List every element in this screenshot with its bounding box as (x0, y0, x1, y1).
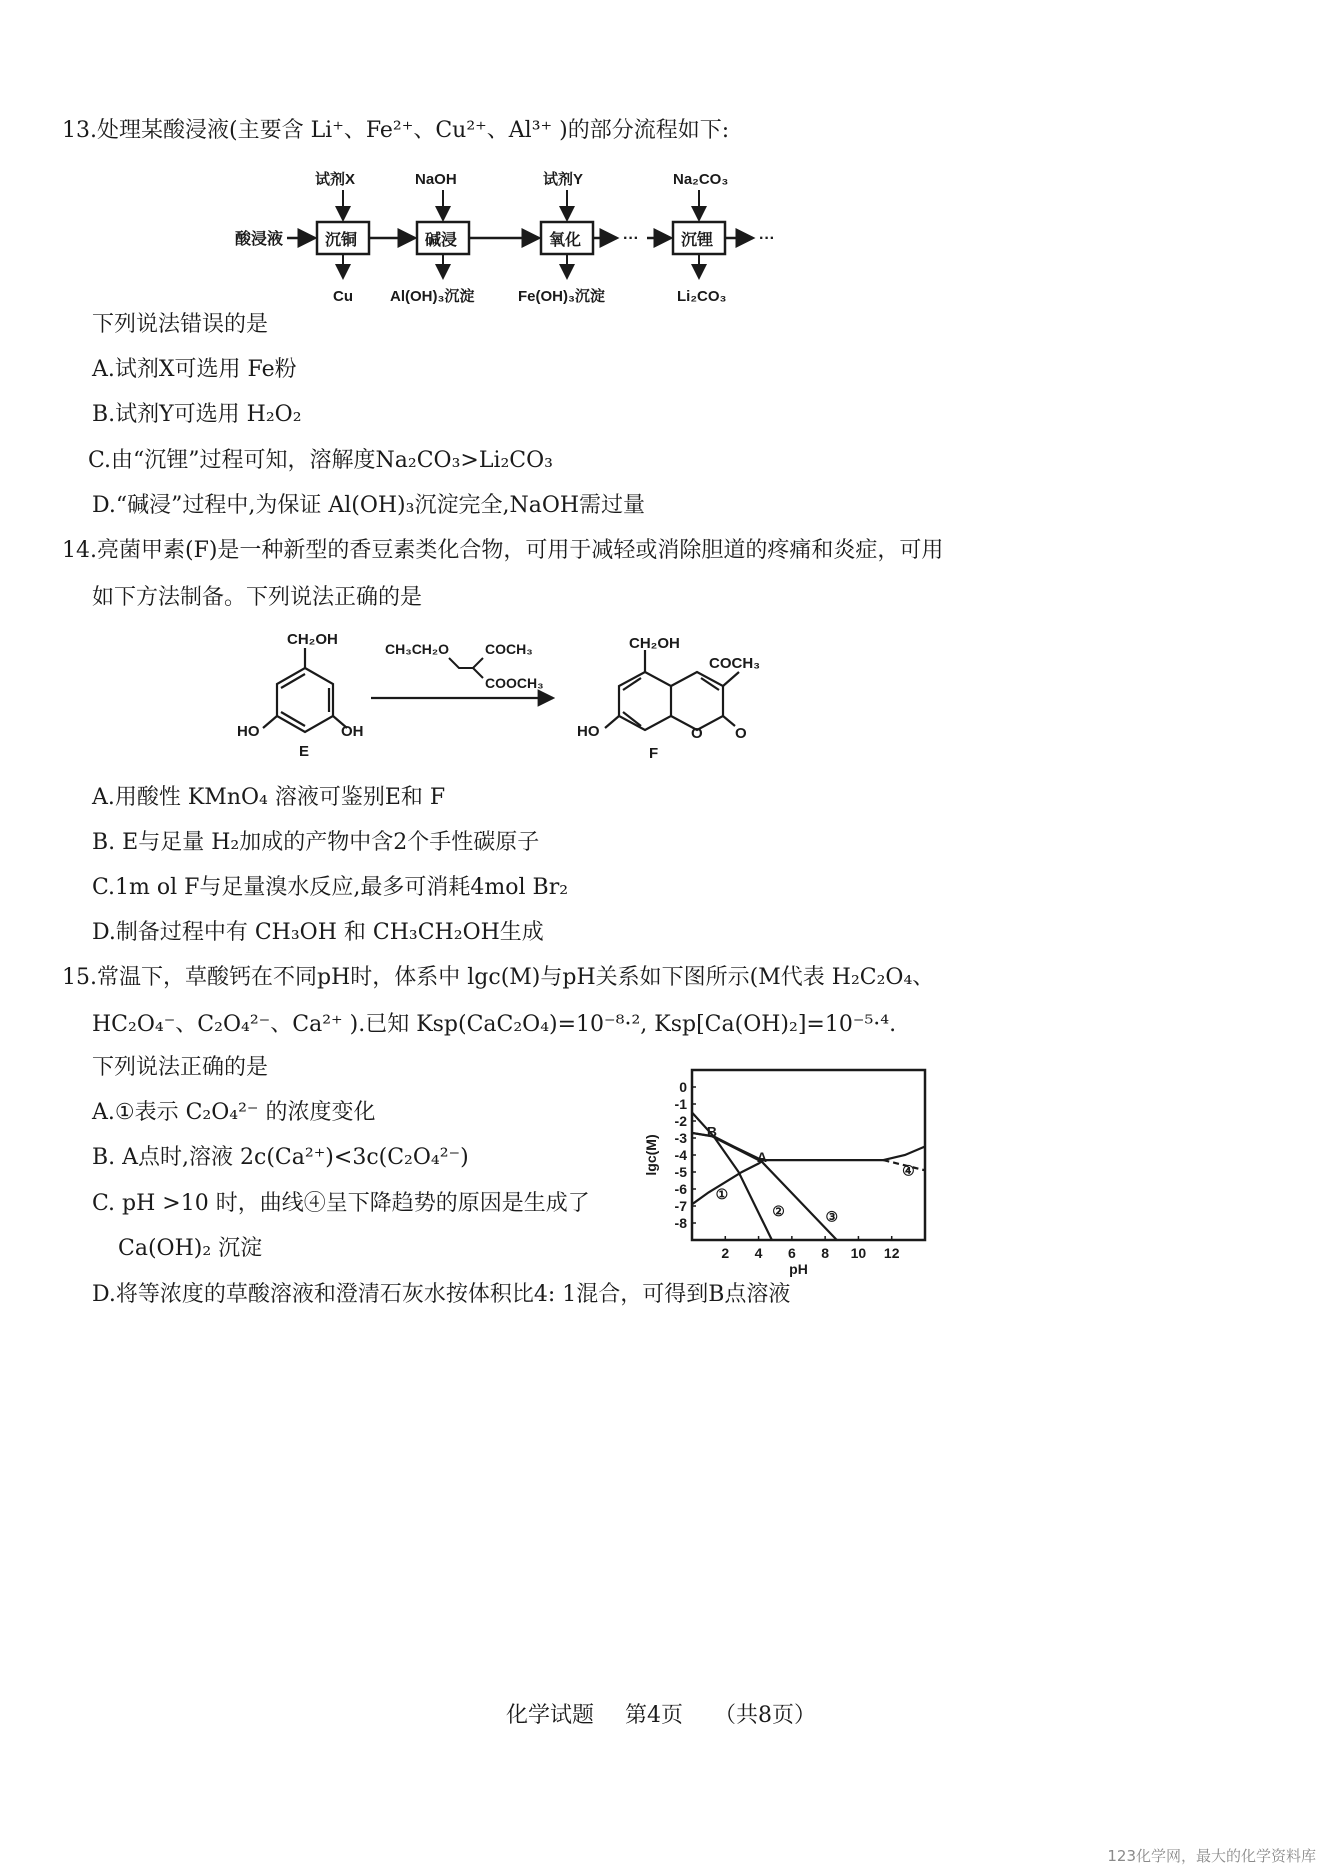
y-tick-label: -7 (674, 1198, 687, 1214)
flow-step-1 (315, 170, 369, 305)
f-coch3: COCH₃ (709, 655, 761, 672)
molecule-e (263, 648, 347, 732)
x-tick-label: 10 (850, 1245, 867, 1261)
reagent-top: COCH₃ (485, 641, 533, 657)
q15-option-a: A.①表示 C₂O₄²⁻ 的浓度变化 (92, 1100, 376, 1125)
page-footer (0, 1698, 1322, 1729)
flow-step-label: 碱浸 (425, 232, 458, 249)
q15-lgc-ph-chart (640, 1060, 940, 1280)
q13-stem: 13.处理某酸浸液(主要含 Li⁺、Fe²⁺、Cu²⁺、Al³⁺ )的部分流程如下: (62, 118, 730, 143)
y-tick-label: -5 (674, 1164, 687, 1180)
y-axis-label: lgc(M) (643, 1134, 659, 1176)
flow-reagent: Na₂CO₃ (673, 171, 729, 188)
flow-ellipsis: ··· (759, 230, 775, 247)
flow-ellipsis: ··· (623, 230, 639, 247)
q15-option-c-cont: Ca(OH)₂ 沉淀 (118, 1236, 263, 1261)
flow-step-label: 沉锂 (681, 232, 714, 249)
chart-annotation: B (706, 1123, 718, 1140)
q15-option-c: C. pH >10 时，曲线④呈下降趋势的原因是生成了 (92, 1191, 590, 1216)
y-tick-label: -6 (674, 1181, 687, 1197)
f-ho: HO (577, 723, 600, 740)
q13-prompt: 下列说法错误的是 (92, 312, 269, 337)
y-tick-label: -3 (674, 1130, 687, 1146)
flow-reagent: 试剂X (315, 171, 356, 188)
y-tick-label: 0 (679, 1079, 687, 1095)
chart-annotation: ② (772, 1203, 785, 1220)
q13-option-c: C.由“沉锂”过程可知，溶解度Na₂CO₃>Li₂CO₃ (88, 448, 553, 473)
reagent-bottom: COOCH₃ (485, 675, 544, 691)
f-label: F (649, 745, 659, 762)
flow-product: Al(OH)₃沉淀 (390, 288, 475, 305)
q15-option-b: B. A点时,溶液 2c(Ca²⁺)<3c(C₂O₄²⁻) (92, 1145, 469, 1170)
flow-input-label: 酸浸液 (235, 231, 284, 248)
q14-reaction-scheme (235, 628, 795, 768)
q15-stem-line1: 15.常温下，草酸钙在不同pH时，体系中 lgc(M)与pH关系如下图所示(M代表 H₂C₂O₄、 (62, 965, 935, 990)
chart-annotation: ③ (825, 1208, 839, 1225)
flow-product: Cu (333, 288, 353, 305)
flow-reagent: 试剂Y (543, 171, 584, 188)
q14-option-d: D.制备过程中有 CH₃OH 和 CH₃CH₂OH生成 (92, 920, 544, 945)
x-tick-label: 12 (883, 1245, 900, 1261)
footer-subject: 化学试题 (505, 1703, 594, 1728)
q15-stem-line2: HC₂O₄⁻、C₂O₄²⁻、Ca²⁺ ).已知 Ksp(CaC₂O₄)=10⁻⁸·², Ksp[Ca(OH)₂]=10⁻⁵·⁴. (92, 1012, 897, 1037)
chart-annotation: ① (715, 1186, 729, 1203)
q15-option-d: D.将等浓度的草酸溶液和澄清石灰水按体积比4: 1混合，可得到B点溶液 (92, 1282, 791, 1307)
y-tick-label: -8 (674, 1215, 687, 1231)
q14-stem-line1: 14.亮菌甲素(F)是一种新型的香豆素类化合物，可用于减轻或消除胆道的疼痛和炎症，可用 (62, 538, 944, 563)
reagent-bonds (449, 658, 483, 678)
flow-step-4 (673, 171, 728, 305)
q13-option-b: B.试剂Y可选用 H₂O₂ (92, 402, 302, 427)
f-ch2oh: CH₂OH (629, 635, 680, 652)
series-line (692, 1113, 772, 1241)
x-tick-label: 8 (821, 1245, 830, 1261)
y-tick-label: -4 (674, 1147, 687, 1163)
q14-stem-line2: 如下方法制备。下列说法正确的是 (92, 585, 423, 610)
flow-step-label: 沉铜 (325, 232, 358, 249)
chart-annotation: ④ (902, 1162, 915, 1179)
flow-step-label: 氧化 (549, 232, 582, 249)
q14-option-b: B. E与足量 H₂加成的产物中含2个手性碳原子 (92, 830, 540, 855)
f-ring-o: O (691, 725, 703, 742)
footer-page: 第4页 (625, 1703, 683, 1728)
e-oh: OH (341, 723, 364, 740)
e-ch2oh: CH₂OH (287, 631, 338, 648)
x-tick-label: 2 (721, 1245, 730, 1261)
q13-flow-diagram (225, 168, 825, 308)
flow-reagent: NaOH (415, 171, 457, 188)
q13-option-d: D.“碱浸”过程中,为保证 Al(OH)₃沉淀完全,NaOH需过量 (92, 493, 646, 518)
x-axis-label: pH (789, 1261, 808, 1277)
y-tick-label: -2 (674, 1113, 687, 1129)
footer-total: （共8页） (714, 1703, 816, 1728)
flow-product: Fe(OH)₃沉淀 (518, 288, 605, 305)
chart-series (692, 1113, 925, 1241)
reagent-left: CH₃CH₂O (385, 641, 450, 657)
q14-option-c: C.1m ol F与足量溴水反应,最多可消耗4mol Br₂ (92, 875, 569, 900)
q14-option-a: A.用酸性 KMnO₄ 溶液可鉴别E和 F (92, 785, 446, 810)
e-ho: HO (237, 723, 260, 740)
q13-option-a: A.试剂X可选用 Fe粉 (92, 357, 297, 382)
x-tick-label: 4 (754, 1245, 763, 1261)
chart-annotation: A (756, 1148, 767, 1165)
x-tick-label: 6 (787, 1245, 796, 1261)
f-carbonyl-o: O (735, 725, 747, 742)
y-tick-label: -1 (674, 1096, 687, 1112)
q15-prompt: 下列说法正确的是 (92, 1055, 269, 1080)
e-label: E (299, 743, 310, 760)
watermark: 123化学网，最大的化学资料库 (1107, 1847, 1316, 1865)
flow-product: Li₂CO₃ (677, 288, 727, 305)
